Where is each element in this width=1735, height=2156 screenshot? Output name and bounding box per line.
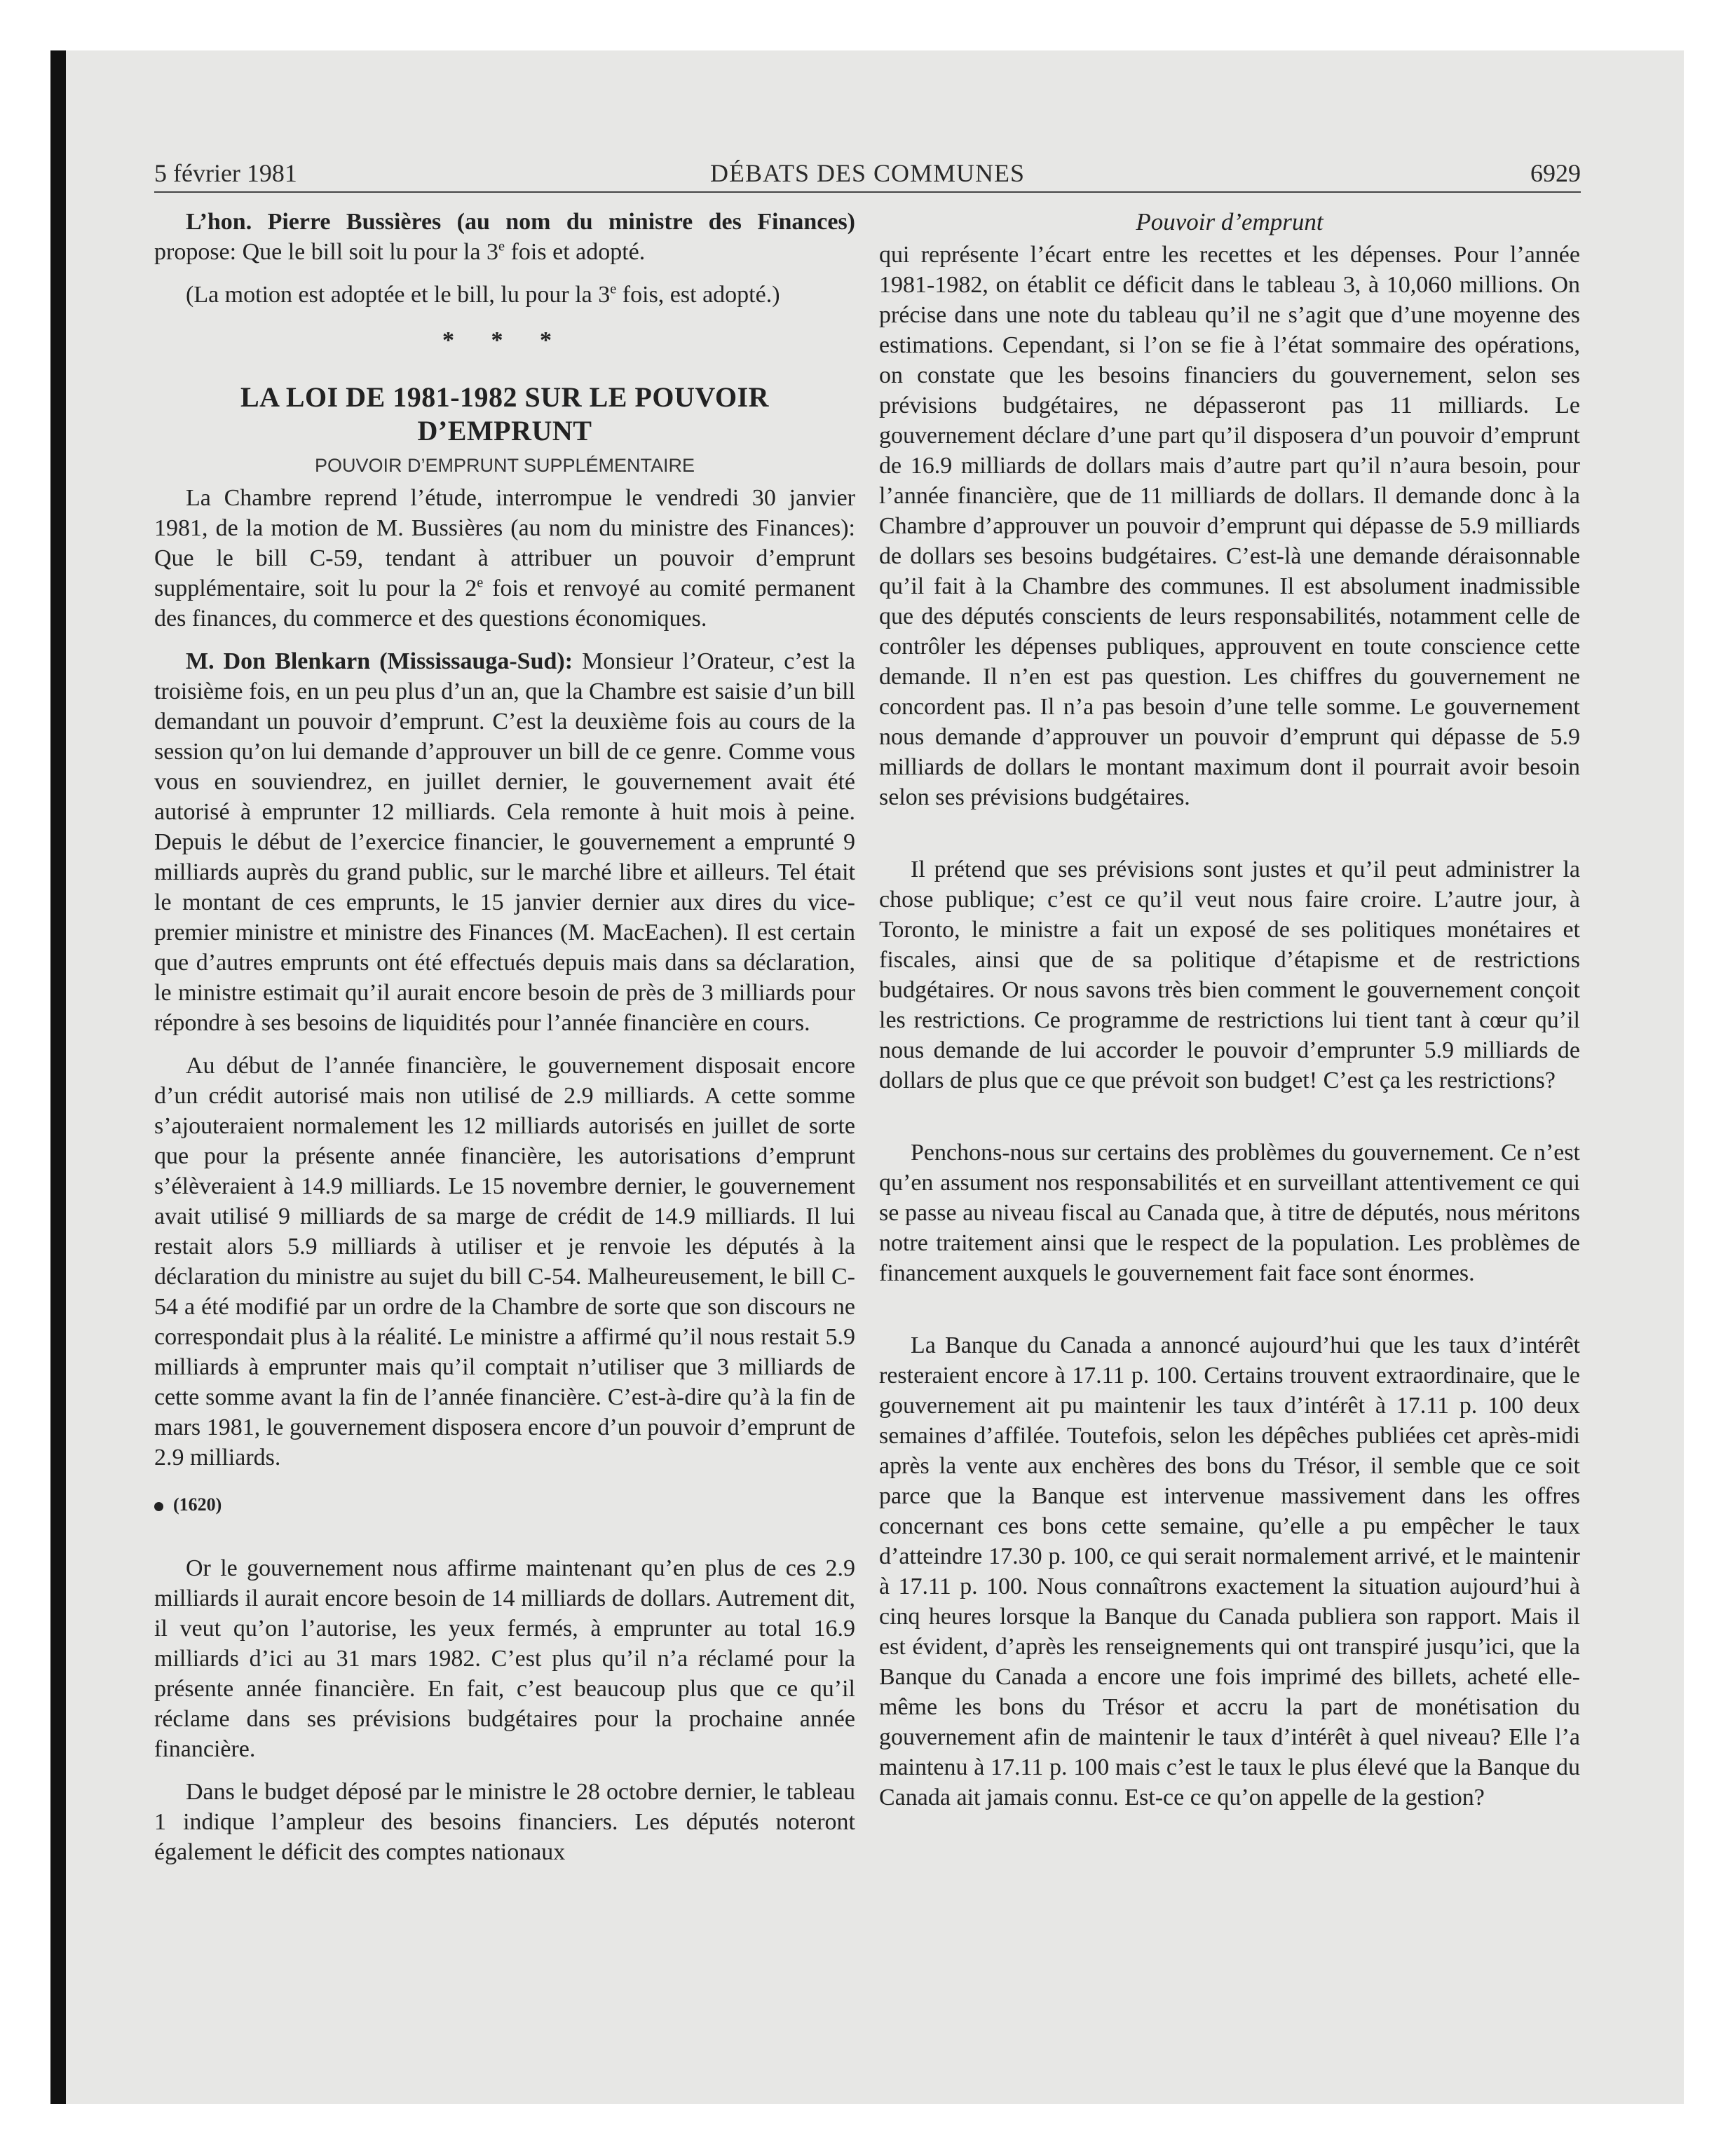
paragraph-blenkarn-speech: M. Don Blenkarn (Mississauga-Sud): Monsieur l’Orateur, c’est la troisième fois, en un peu plus d’un an, que la Chambre est saisie d’un bill demandant un pouvoir d’emprunt. C’est la deuxième fois au cours de la session qu’on lui demande d’approuver un bill de ce genre. Comme vous vous en souviendrez, en juillet dernier, le gouvernement avait été autorisé à emprunter 12 milliards. Cela remonte à huit mois à peine. Depuis le début de l’exercice financier, le gouvernement a emprunté 9 milliards auprès du grand public, sur le marché libre et ailleurs. Tel était le montant de ces emprunts, le 15 janvier dernier aux dires du vice-premier ministre et ministre des Finances (M. MacEachen). Il est certain que d’autres emprunts ont été effectués depuis mais dans sa déclaration, le ministre estimait qu’il aurait encore besoin de près de 3 milliards pour répondre à ses besoins de liquidités pour l’année financière en cours. — [154, 648, 856, 1036]
bullet-dot-icon — [154, 1502, 163, 1511]
paragraph-additional-billions: Or le gouvernement nous affirme maintenant qu’en plus de ces 2.9 milliards il aurait encore besoin de 14 milliards de dollars. Autrement dit, il veut qu’on l’autorise, les yeux fermés, à emprunter au total 16.9 milliards d’ici au 31 mars 1982. C’est plus qu’il n’a réclamé pour la présente année financière. En fait, c’est beaucoup plus que ce qu’il réclame dans ses prévisions budgétaires pour la prochaine année financière. — [154, 1555, 855, 1762]
section-title: LA LOI DE 1981-1982 SUR LE POUVOIR D’EMPRUNT — [240, 381, 770, 446]
paragraph-third-reading-motion: L’hon. Pierre Bussières (au nom du ministre des Finances) propose: Que le bill soit lu pour la 3e fois et adopté. — [154, 209, 855, 265]
time-marker: (1620) — [154, 1489, 855, 1520]
speaker-name: M. Don Blenkarn (Mississauga-Sud): — [186, 648, 573, 674]
header-title: DÉBATS DES COMMUNES — [709, 159, 1026, 187]
left-column — [154, 207, 855, 2057]
speaker-name: L’hon. Pierre Bussières (au nom du ministre des Finances) — [186, 209, 855, 235]
paragraph-budget-table: Dans le budget déposé par le ministre le 28 octobre dernier, le tableau 1 indique l’ampleur des besoins financiers. Les députés noteront également le déficit des comptes nationaux — [154, 1779, 855, 1865]
running-head: Pouvoir d’emprunt — [1136, 208, 1324, 236]
paragraph-deficit-continued: qui représente l’écart entre les recettes et les dépenses. Pour l’année 1981-1982, on établit ce déficit dans le tableau 3, à 10,060 millions. On précise dans une note du tableau qu’il ne s’agit que d’une moyenne des estimations. Cependant, si l’on se fie à l’état sommaire des opérations, on constate que les besoins financiers du gouvernement, selon ses prévisions budgétaires, ne dépasseront pas 11 milliards. Le gouvernement déclare d’une part qu’il disposera d’un pouvoir d’emprunt de 16.9 milliards de dollars mais d’autre part qu’il n’aura besoin, pour l’année financière, que de 11 milliards de dollars. Il demande donc à la Chambre d’approuver un pouvoir d’emprunt qui dépasse de 5.9 milliards de dollars ses besoins budgétaires. C’est-là une demande déraisonnable qu’il fait à la Chambre des communes. Il est absolument inadmissible que des députés conscients de leurs responsabilités, notamment celle de contrôler les dépenses publiques, approuvent en toute conscience cette demande. Il n’en est pas question. Les chiffres du gouvernement ne concordent pas. Il n’a pas besoin d’une telle somme. Le gouvernement nous demande d’approuver un pouvoir d’emprunt qui dépasse de 5.9 milliards de dollars le montant maximum dont il pourrait avoir besoin selon ses prévisions budgétaires. — [879, 242, 1580, 810]
header-page-number: 6929 — [1530, 159, 1581, 187]
paragraph-credit-authorized: Au début de l’année financière, le gouvernement disposait encore d’un crédit autorisé mais non utilisé de 2.9 milliards. A cette somme s’ajouteraient normalement les 12 milliards autorisés en juillet de sorte que pour la présente année financière, les autorisations d’emprunt s’élèveraient à 14.9 milliards. Le 15 novembre dernier, le gouvernement avait utilisé 9 milliards de sa marge de crédit de 14.9 milliards. Il lui restait alors 5.9 milliards à utiliser et je renvoie les députés à la déclaration du ministre au sujet du bill C-54. Malheureusement, le bill C-54 a été modifié par un ordre de la Chambre de sorte que son discours ne correspondait plus à la réalité. Le ministre a affirmé qu’il nous restait 5.9 milliards à emprunter mais qu’il comptait n’utiliser que 3 milliards de cette somme avant la fin de l’année financière. C’est-à-dire qu’à la fin de mars 1981, le gouvernement disposera encore d’un pouvoir d’emprunt de 2.9 milliards. — [154, 1053, 855, 1471]
page-header — [154, 158, 1581, 193]
section-subtitle: POUVOIR D’EMPRUNT SUPPLÉMENTAIRE — [314, 455, 695, 476]
paragraph-restrictions: Il prétend que ses prévisions sont justes et qu’il peut administrer la chose publique; c’est ce qu’il veut nous faire croire. L’autre jour, à Toronto, le ministre a fait un exposé de ses politiques monétaires et fiscales, ainsi que de sa politique d’étapisme et de restrictions budgétaires. Or nous savons très bien comment le gouvernement conçoit les restrictions. Ce programme de restrictions lui tient tant à cœur qu’il nous demande de lui accorder le pouvoir d’emprunter 5.9 milliards de dollars de plus que ce que prévoit son budget! C’est ça les restrictions? — [879, 857, 1580, 1093]
header-rule — [154, 191, 1581, 193]
header-date: 5 février 1981 — [154, 159, 297, 187]
paragraph-government-problems: Penchons-nous sur certains des problèmes du gouvernement. Ce n’est qu’en assument nos responsabilités et en surveillant attentivement ce qui se passe au niveau fiscal au Canada que, à titre de députés, nous méritons notre traitement ainsi que le respect de la population. Les problèmes de financement auxquels le gouvernement fait face sont énormes. — [879, 1140, 1580, 1286]
binding-edge — [50, 50, 66, 2104]
right-column — [879, 207, 1580, 2057]
paragraph-motion-adopted: (La motion est adoptée et le bill, lu pour la 3e fois, est adopté.) — [186, 281, 780, 308]
section-separator: * * * — [442, 327, 567, 353]
paragraph-resumed-debate: La Chambre reprend l’étude, interrompue le vendredi 30 janvier 1981, de la motion de M. Bussières (au nom du ministre des Finances): Que le bill C-59, tendant à attribuer un pouvoir d’emprunt supplémentaire, soit lu pour la 2e fois et renvoyé au comité permanent des finances, du commerce et des questions économiques. — [154, 485, 855, 632]
paragraph-interest-rates: La Banque du Canada a annoncé aujourd’hui que les taux d’intérêt resteraient encore à 17.11 p. 100. Certains trouvent extraordinaire, que le gouvernement ait pu maintenir les taux d’intérêt à 17.11 p. 100 deux semaines d’affilée. Toutefois, selon les dépêches publiées cet après-midi après la vente aux enchères des bons du Trésor, il semble que ce soit parce que la Banque est intervenue massivement dans les offres concernant ces bons cette semaine, qu’elle a pu empêcher le taux d’atteindre 17.30 p. 100, ce qui serait normalement arrivé, et le maintenir à 17.11 p. 100. Nous connaîtrons exactement la situation aujourd’hui à cinq heures lorsque la Banque du Canada publiera son rapport. Mais il est évident, d’après les renseignements qui ont transpiré jusqu’ici, que la Banque du Canada a encore une fois imprimé des billets, acheté elle-même les bons du Trésor et accru la part de monétisation du gouvernement afin de maintenir le taux d’intérêt à quel niveau? Elle l’a maintenu à 17.11 p. 100 mais c’est le taux le plus élevé que la Banque du Canada ait jamais connu. Est-ce ce qu’on appelle de la gestion? — [879, 1332, 1580, 1810]
